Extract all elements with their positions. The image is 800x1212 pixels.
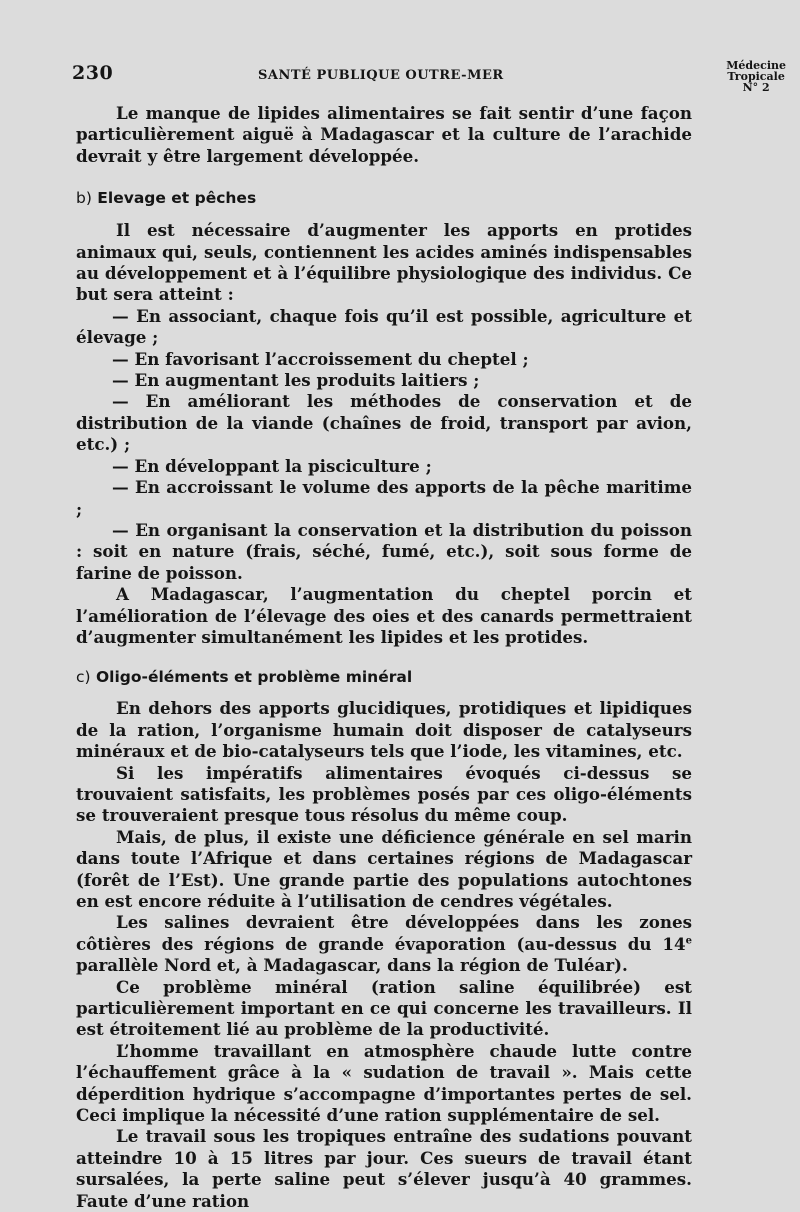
section-c-paragraph-4 <box>76 912 692 976</box>
section-c-paragraph-5: Ce problème minéral (ration saline équilibrée) est particulièrement important en ce qui concerne les travailleurs. Il est étroitement lié au problème de la productivité. <box>76 976 692 1040</box>
p4-text-before: Les salines devraient être développées dans les zones côtières des régions de grande évaporation (au-dessus du 14 <box>76 912 692 954</box>
list-item: — En organisant la conservation et la distribution du poisson : soit en nature (frais, séché, fumé, etc.), soit sous forme de farine de poisson. <box>76 519 692 583</box>
section-c-paragraph-1: En dehors des apports glucidiques, protidiques et lipidiques de la ration, l’organisme humain doit disposer de catalyseurs minéraux et de bio-catalyseurs tels que l’iode, les vitamines, etc. <box>76 698 692 762</box>
body-text <box>76 103 692 1212</box>
journal-mark <box>726 60 786 93</box>
p4-text-after: parallèle Nord et, à Madagascar, dans la région de Tuléar). <box>76 955 628 976</box>
list-item: — En accroissant le volume des apports de la pêche maritime ; <box>76 477 692 519</box>
list-item: — En augmentant les produits laitiers ; <box>112 370 480 391</box>
section-b-title: Elevage et pêches <box>97 189 257 208</box>
section-c-label: c) <box>76 668 91 687</box>
journal-line-2: Tropicale <box>727 70 785 83</box>
page-number: 230 <box>72 62 114 84</box>
section-c-paragraph-6: L’homme travaillant en atmosphère chaude lutte contre l’échauffement grâce à la « sudation de travail ». Mais cette déperdition hydrique s’accompagne d’importantes pertes de sel. Ceci implique la nécessité d’une ration supplémentaire de sel. <box>76 1040 692 1126</box>
running-title: SANTÉ PUBLIQUE OUTRE-MER <box>258 68 504 83</box>
section-c-paragraph-7: Le travail sous les tropiques entraîne des sudations pouvant atteindre 10 à 15 litres par jour. Ces sueurs de travail étant sursalées, la perte saline peut s’élever jusqu’à 40 grammes. Faute d’une ration <box>76 1126 692 1211</box>
section-c-paragraph-3: Mais, de plus, il existe une déficience générale en sel marin dans toute l’Afrique et dans certaines régions de Madagascar (forêt de l’Est). Une grande partie des populations autochtones en est encore réduite à l’utilisation de cendres végétales. <box>76 826 692 911</box>
section-c-title: Oligo-éléments et problème minéral <box>95 668 413 687</box>
list-item: — En favorisant l’accroissement du cheptel ; <box>112 348 529 369</box>
journal-line-1: Médecine <box>726 59 786 72</box>
list-item: — En améliorant les méthodes de conservation et de distribution de la viande (chaînes de froid, transport par avion, etc.) ; <box>76 391 692 455</box>
section-b-closing: A Madagascar, l’augmentation du cheptel porcin et l’amélioration de l’élevage des oies et des canards permettraient d’augmenter simultanément les lipides et les protides. <box>76 584 692 647</box>
ordinal-superscript: e <box>685 935 692 947</box>
journal-line-3: N° 2 <box>742 81 770 94</box>
intro-paragraph: Le manque de lipides alimentaires se fait sentir d’une façon particulièrement aiguë à Madagascar et la culture de l’arachide devrait y être largement développée. <box>76 103 692 166</box>
list-item: — En développant la pisciculture ; <box>112 455 432 476</box>
section-c-heading <box>76 667 692 687</box>
section-b-paragraph: Il est nécessaire d’augmenter les apports en protides animaux qui, seuls, contiennent les acides aminés indispensables au développement et à l’équilibre physiologique des individus. Ce but sera atteint : <box>76 220 692 305</box>
list-item: — En associant, chaque fois qu’il est possible, agriculture et élevage ; <box>76 305 692 348</box>
section-b-label: b) <box>76 189 92 208</box>
section-c-paragraph-2: Si les impératifs alimentaires évoqués ci-dessus se trouvaient satisfaits, les problèmes posés par ces oligo-éléments se trouveraient presque tous résolus du même coup. <box>76 762 692 826</box>
section-b-heading <box>76 188 692 208</box>
